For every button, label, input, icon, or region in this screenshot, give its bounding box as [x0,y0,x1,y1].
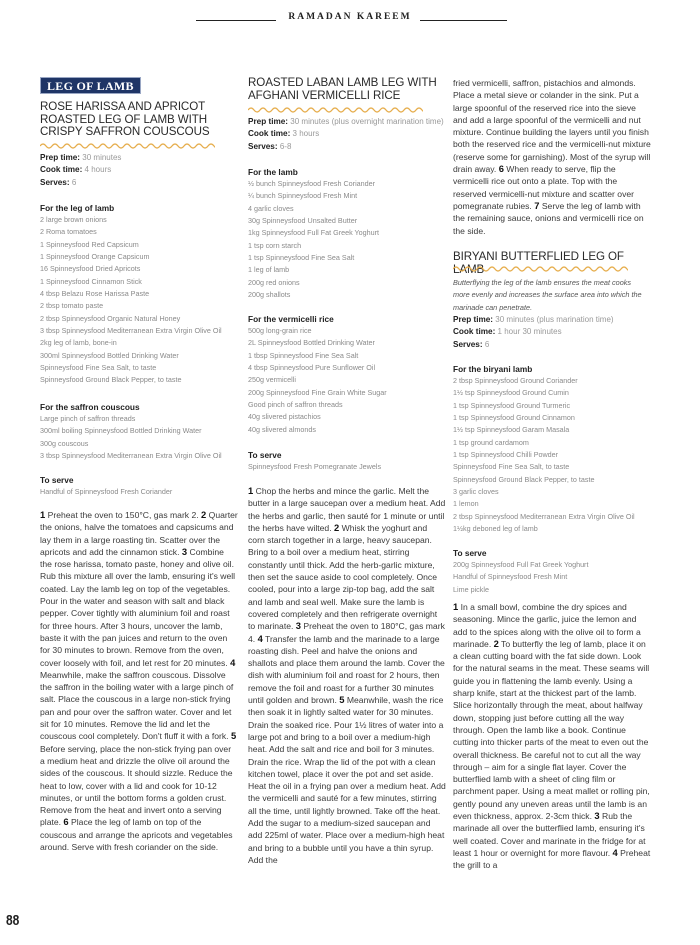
meta-label: Prep time: [453,315,494,324]
step-number: 3 [181,545,188,557]
step-number: 1 [453,601,459,612]
recipe-title: BIRYANI BUTTERFLIED LEG OF LAMB [453,250,624,276]
step-number: 4 [612,846,618,858]
ingredient-item: 40g slivered pistachios [248,412,321,422]
ingredient-heading: For the saffron couscous [40,402,140,412]
ingredient-item: 1 leg of lamb [248,265,290,275]
step-number: 3 [594,810,600,822]
ingredient-item: Handful of Spinneysfood Fresh Coriander [40,487,173,496]
ingredient-item: Handful of Spinneysfood Fresh Mint [453,572,568,582]
meta-value: 4 hours [84,165,112,175]
ingredient-item: Lime pickle [453,584,489,594]
wave-divider [248,106,423,114]
step-number: 6 [498,163,504,175]
ingredient-item: Spinneysfood Fine Sea Salt, to taste [453,462,570,472]
ingredient-item: 1 Spinneysfood Red Capsicum [40,239,139,249]
meta-label: Prep time: [40,153,81,162]
ingredient-heading: To serve [248,450,282,460]
meta-value: 6 [484,339,490,349]
ingredient-item: 1½ tsp Spinneysfood Ground Cumin [453,388,569,398]
ingredient-item: 4 tbsp Belazu Rose Harissa Paste [40,289,150,299]
ingredient-heading: To serve [453,548,487,558]
step-number: 2 [493,637,499,649]
method-steps [40,509,238,853]
meta-label: Serves: [40,177,70,187]
step-number: 1 [248,485,254,496]
ingredient-item: 300ml Spinneysfood Bottled Drinking Water [40,350,179,360]
ingredient-item: Spinneysfood Ground Black Pepper, to taste [453,474,595,484]
meta-label: Cook time: [453,327,496,337]
ingredient-item: 2L Spinneysfood Bottled Drinking Water [248,338,375,348]
ingredient-heading: To serve [40,475,74,485]
ingredient-item: 200g Spinneysfood Fine Grain White Sugar [248,387,387,397]
ingredient-heading: For the lamb [248,167,298,177]
step-text: Chop the herbs and mince the garlic. Melt the butter in a large saucepan over a medium heat. Add the herbs and garlic, then sauté for 1 minute or until the herbs have wilted. [248,486,446,533]
ingredient-item: 2 Roma tomatoes [40,227,97,237]
ingredient-heading: For the leg of lamb [40,203,115,213]
step-text: Transfer the lamb and the marinade to a large roasting dish. Peel and halve the onions and shallots and place them around the lamb. Cover the dish with aluminium foil and roast for 2 hours, then remove the foil and roast for a further 30 minutes until golden and brown. [248,633,445,706]
ingredient-item: 1 lemon [453,499,479,509]
ingredient-group [248,313,387,436]
ingredient-item: 2 tbsp Spinneysfood Organic Natural Honey [40,313,181,323]
ingredient-item: 40g slivered almonds [248,424,316,434]
meta-value: 6-8 [279,141,292,151]
meta-row [40,164,121,176]
ingredient-item: 2 tbsp Spinneysfood Ground Coriander [453,376,578,385]
ingredient-item: 3 garlic cloves [453,487,499,497]
ingredient-item: 250g vermicelli [248,375,296,385]
ingredient-item: 200g Spinneysfood Full Fat Greek Yoghurt [453,560,589,569]
step-number: 4 [230,656,236,668]
meta-row [248,116,444,128]
wave-divider [40,142,215,150]
ingredient-item: 2 tbsp tomato paste [40,301,104,311]
ingredient-item: 4 garlic cloves [248,203,294,213]
ingredient-item: Large pinch of saffron threads [40,414,136,423]
step-text: Preheat the grill to a [453,847,651,871]
ingredient-item: 1 tbsp Spinneysfood Fine Sea Salt [248,350,359,360]
wave-divider [453,265,628,273]
step-number: 7 [534,199,540,211]
ingredient-group [40,401,222,462]
ingredient-heading: For the vermicelli rice [248,314,334,324]
ingredient-item: 1 tsp Spinneysfood Ground Cinnamon [453,413,575,423]
step-text: To butterfly the leg of lamb, place it on a clean cutting board with the fat side down. Look for the natural seams in the meat. These seams will guide you in flattening the lamb evenly. Using a sharp knife, start at the thickest part of the lamb. Slice horizontally through the meat, about halfway down, stopping just before cutting all the way through. Open the lamb like a book. Continue cutting into thicker parts of the meat to even out the overall thickness. Be careful not to cut all the way through – aim for a single flat layer. Cover the butterflied lamb with a sheet of cling film or parchment paper. Using a meat mallet or rolling pin, gently pound any uneven areas until the lamb is an even thickness, approx. 2-3cm thick. [453,638,650,822]
meta-row [40,177,121,189]
ingredient-item: Spinneysfood Ground Black Pepper, to taste [40,375,182,385]
ingredient-item: 1 tsp Spinneysfood Ground Turmeric [453,400,571,410]
meta-row [248,128,444,140]
meta-value: 1 hour 30 minutes [497,327,562,337]
ingredient-heading: For the biryani lamb [453,364,533,374]
step-text: Preheat the oven to 150°C, gas mark 2. [45,510,202,520]
ingredient-item: 2kg leg of lamb, bone-in [40,338,117,348]
ingredient-group [40,202,222,387]
ingredient-item: 1kg Spinneysfood Full Fat Greek Yoghurt [248,228,380,238]
recipe-meta [248,116,444,153]
ingredient-item: 1 Spinneysfood Orange Capsicum [40,252,150,262]
meta-row [248,141,444,153]
step-text: Meanwhile, wash the rice then soak it in lightly salted water for 30 minutes. Drain the soaked rice. Pour 1½ litres of water into a large pot and bring to a boil over a medium-high heat. Add the salt and rice and boil for 3 minutes. Drain the rice. Wrap the lid of the pot with a clean kitchen towel, place it over the pot and set aside. Heat the oil in a frying pan over a medium heat. Add the vermicelli and sauté for a few minutes, stirring all the time, until lightly browned. Take off the heat. Add the sugar to a medium-sized saucepan and add 225ml of water. Place over a medium-high heat and bring to a bubble until you have a thin syrup. Add the [248,695,446,865]
meta-row [40,152,121,164]
ingredient-item: Spinneysfood Fresh Pomegranate Jewels [248,462,382,471]
method-steps [453,601,651,872]
meta-value: 30 minutes (plus overnight marination time) [290,117,444,126]
step-text: Preheat the oven to 180°C, gas mark 4. [248,621,445,644]
meta-label: Prep time: [248,117,289,126]
ingredient-item: 1½kg deboned leg of lamb [453,524,538,534]
step-number: 4 [257,632,263,644]
category-badge: LEG OF LAMB [40,77,141,94]
ingredient-item: 16 Spinneysfood Dried Apricots [40,264,141,274]
ingredient-group [453,547,588,596]
ingredient-item: 2 large brown onions [40,215,107,224]
ingredient-item: 2 tbsp Spinneysfood Mediterranean Extra Virgin Olive Oil [453,511,635,521]
step-text: Before serving, place the non-stick frying pan over a medium heat and drizzle the olive oil around the sides of the couscous. It should sizzle. Reduce the heat to low, cover with a lid and cook for 10-12 minutes, or until the bottom forms a golden crust. Remove from the heat and invert onto a serving plate. [40,743,233,828]
step-text: Combine the rose harissa, tomato paste, honey and olive oil. Rub this mixture all over the lamb, ensuring it's well coated. Lay the lamb leg on top of the vegetables. Pour in the water and season with salt and black pepper. Cover tightly with aluminium foil and roast for three hours. After 3 hours, uncover the lamb, baste it with the pan juices and return to the oven for 30 minutes to brown. Remove from the oven, cover loosely with foil, and let rest for 20 minutes. [40,546,236,668]
meta-label: Serves: [248,141,278,151]
meta-row [453,339,614,351]
meta-row [453,326,614,338]
ingredient-item: 200g red onions [248,277,300,287]
ingredient-item: 30g Spinneysfood Unsalted Butter [248,216,358,226]
ingredient-group [248,449,381,473]
step-text: When ready to serve, flip the vermicelli rice out onto a plate. Top with the reserved vermicelli-nut mixture and scatter over pomegranate rubies. [453,164,635,211]
ingredient-item: 300g couscous [40,438,89,448]
step-number: 1 [40,509,46,520]
meta-label: Serves: [453,339,483,349]
step-number: 2 [201,509,207,520]
recipe-title: ROSE HARISSA AND APRICOT ROASTED LEG OF LAMB WITH CRISPY SAFFRON COUSCOUS [40,100,210,139]
ingredient-item: 1½ tsp Spinneysfood Garam Masala [453,425,570,435]
recipe-title: ROASTED LABAN LAMB LEG WITH AFGHANI VERMICELLI RICE [248,76,437,102]
ingredient-item: 1 tsp ground cardamom [453,437,529,447]
step-text: In a small bowl, combine the dry spices and seasoning. Mince the garlic, juice the lemon and add to the spices along with the olive oil to form a marinade. [453,602,641,649]
ingredient-item: 500g long-grain rice [248,326,312,335]
meta-value: 6 [71,177,77,187]
step-number: 5 [230,730,237,742]
page-number: 88 [6,912,20,929]
step-text: fried vermicelli, saffron, pistachios and almonds. Place a metal sieve or colander in the sink. Put a large spoonful of the reserved rice into the sieve and add a large spoonful of the vermicelli and nut mixture. Continue building the layers until you finish both the reserved rice and the vermicelli-nut mixture (reserve some for garnishing). Most of the syrup will drain away. [453,78,651,175]
ingredient-item: 1 tsp corn starch [248,240,302,250]
step-text: Whisk the yoghurt and corn starch together in a large, heavy saucepan. Bring to a boil over a medium heat, stirring constantly until thick. Add the herb-garlic mixture, then set the sauce aside to cool completely. Once cooled, pour into a large zip-top bag, add the salt and lamb and seal well. Make sure the lamb is covered completely and then refrigerate overnight to marinate. [248,522,438,632]
ingredient-group [248,166,379,301]
step-text: Quarter the onions, halve the tomatoes and capsicums and lay them in a large roasting tin. Scatter over the apricots and add the cinnamon stick. [40,510,238,557]
ingredient-item: 3 tbsp Spinneysfood Mediterranean Extra Virgin Olive Oil [40,326,222,336]
recipe-meta [40,152,121,189]
meta-value: 30 minutes [82,153,122,162]
ingredient-item: 300ml boiling Spinneysfood Bottled Drinking Water [40,426,202,436]
ingredient-item: Good pinch of saffron threads [248,400,343,410]
step-number: 6 [63,816,69,828]
ingredient-item: ¼ bunch Spinneysfood Fresh Mint [248,191,358,201]
ingredient-group [40,474,172,498]
ingredient-group [453,363,635,535]
section-title: RAMADAN KAREEM [280,12,419,22]
step-text: Serve the leg of lamb with the remaining sauce, onions and vermicelli rice on the side. [453,200,644,236]
recipe-meta [453,314,614,351]
method-steps-continued [453,77,651,237]
meta-row [453,314,614,326]
ingredient-item: 200g shallots [248,290,291,300]
recipe-intro: Butterflying the leg of the lamb ensures the meat cooks more evenly and increases the surface area into which the marinade can penetrate. [453,278,642,312]
ingredient-item: 1 tsp Spinneysfood Chilli Powder [453,450,559,460]
step-text: Rub the marinade all over the butterflied lamb, ensuring it's well coated. Cover and marinate in the fridge for at least 1 hour or overnight for more flavour. [453,811,646,858]
ingredient-item: 4 tbsp Spinneysfood Pure Sunflower Oil [248,363,376,373]
step-text: Place the leg of lamb on top of the couscous and arrange the apricots and vegetables around. Serve with fresh coriander on the side. [40,817,233,853]
meta-label: Cook time: [40,165,83,175]
ingredient-item: 3 tbsp Spinneysfood Mediterranean Extra Virgin Olive Oil [40,451,222,461]
step-text: Meanwhile, make the saffron couscous. Dissolve the saffron in the boiling water with a large pinch of salt. Place the couscous in a large non-stick frying pan and pour over the saffron water. Cover and let sit for 10 minutes. Remove the lid and let the couscous cool completely. Don't fluff it with a fork. [40,669,234,742]
step-number: 5 [339,694,345,706]
ingredient-item: 1 Spinneysfood Cinnamon Stick [40,276,142,286]
step-number: 3 [295,620,301,632]
ingredient-item: Spinneysfood Fine Sea Salt, to taste [40,363,157,373]
ingredient-item: ½ bunch Spinneysfood Fresh Coriander [248,179,376,188]
step-number: 2 [334,521,340,533]
ingredient-item: 1 tsp Spinneysfood Fine Sea Salt [248,253,355,263]
method-steps [248,485,446,866]
meta-label: Cook time: [248,129,291,139]
meta-value: 30 minutes (plus marination time) [495,315,614,324]
meta-value: 3 hours [292,129,320,139]
section-header [0,12,700,22]
